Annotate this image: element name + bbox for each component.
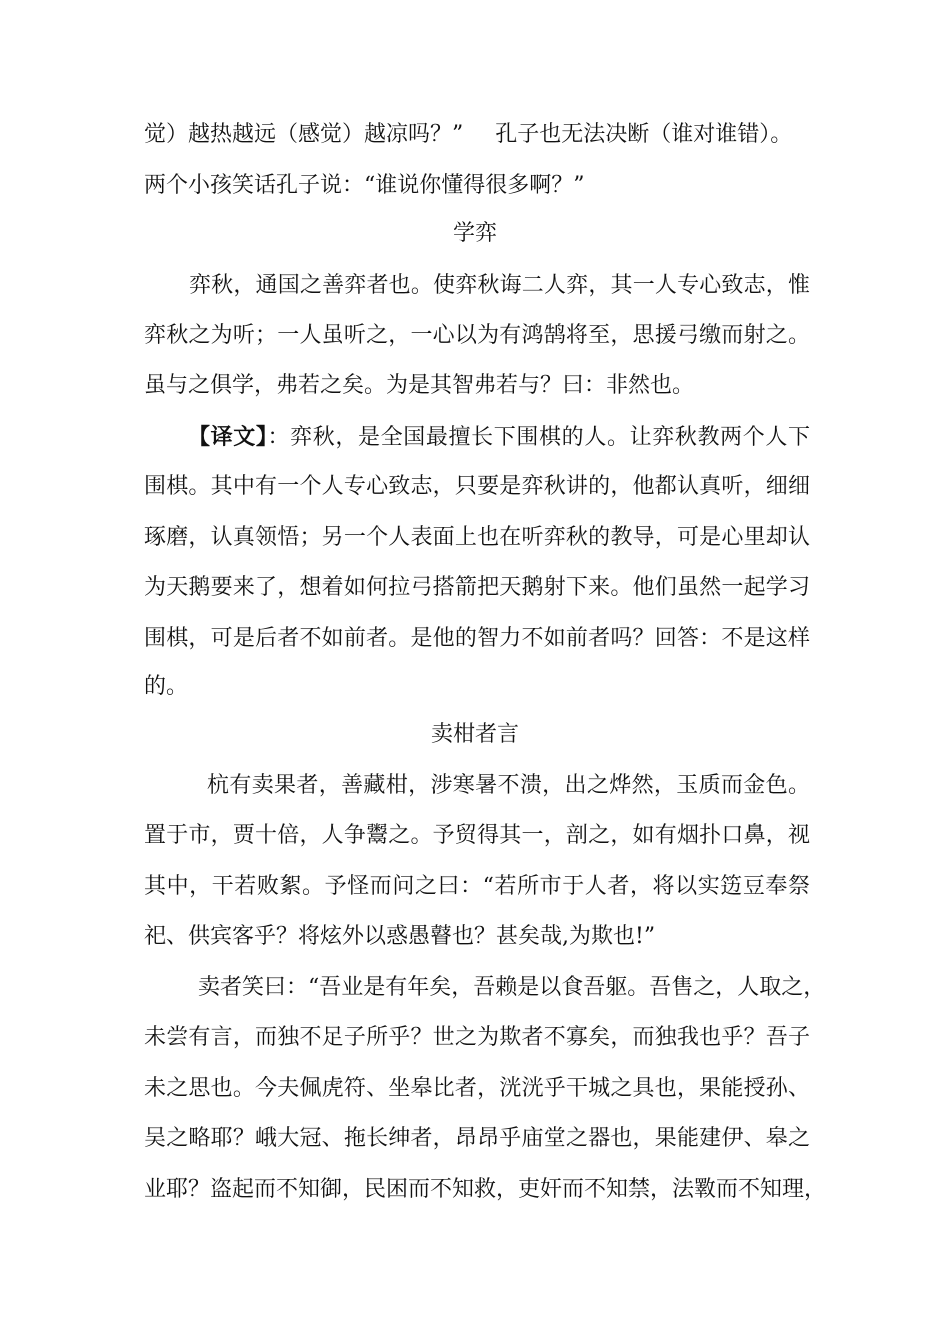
text-line — [144, 115, 810, 155]
text-line: 的。 — [144, 674, 189, 699]
text-segment: ：弈秋，是全国最擅长下围棋的人。让弈秋教两个人下 — [267, 425, 810, 450]
text-line: 虽与之俱学，弗若之矣。为是其智弗若与？曰：非然也。 — [144, 373, 695, 398]
text-segment: 觉）越热越远（感觉）越凉吗？” — [144, 122, 464, 147]
text-line: 未尝有言，而独不足子所乎？世之为欺者不寡矣，而独我也乎？吾子 — [144, 1025, 810, 1050]
text-line: 两个小孩笑话孔子说：“谁说你懂得很多啊？” — [144, 173, 585, 198]
text-line: 卖者笑曰：“吾业是有年矣，吾赖是以食吾躯。吾售之，人取之， — [198, 975, 826, 1000]
text-line: 为天鹅要来了，想着如何拉弓搭箭把天鹅射下来。他们虽然一起学习 — [144, 575, 810, 600]
text-line: 吴之略耶？峨大冠、拖长绅者，昂昂乎庙堂之器也，果能建伊、皋之 — [144, 1126, 810, 1151]
translation-label: 【译文】 — [188, 424, 268, 450]
section-title: 卖柑者言 — [430, 722, 519, 747]
text-line: 其中，干若败絮。予怪而问之曰：“若所市于人者，将以实笾豆奉祭 — [144, 874, 810, 899]
text-line: 杭有卖果者，善藏柑，涉寒暑不溃，出之烨然，玉质而金色。 — [207, 773, 810, 798]
text-segment: 孔子也无法决断（谁对谁错）。 — [495, 122, 793, 147]
text-line: 弈秋，通国之善弈者也。使弈秋诲二人弈，其一人专心致志，惟 — [189, 273, 810, 298]
text-line — [188, 417, 810, 457]
section-title: 学弈 — [452, 221, 497, 246]
text-line: 围棋。其中有一个人专心致志，只要是弈秋讲的，他都认真听，细细 — [144, 474, 810, 499]
text-line: 围棋，可是后者不如前者。是他的智力不如前者吗？回答：不是这样 — [144, 626, 810, 651]
text-line: 置于市，贾十倍，人争鬻之。予贸得其一，剖之，如有烟扑口鼻，视 — [144, 823, 810, 848]
text-line: 祀、供宾客乎？将炫外以惑愚瞽也？甚矣哉,为欺也!” — [144, 924, 656, 949]
text-line: 业耶？盗起而不知御，民困而不知救，吏奸而不知禁，法斁而不知理， — [144, 1177, 827, 1202]
text-line: 弈秋之为听；一人虽听之，一心以为有鸿鹄将至，思援弓缴而射之。 — [144, 323, 810, 348]
text-line: 琢磨，认真领悟；另一个人表面上也在听弈秋的教导，可是心里却认 — [144, 525, 810, 550]
text-line: 未之思也。今夫佩虎符、坐皋比者，洸洸乎干城之具也，果能授孙、 — [144, 1076, 810, 1101]
